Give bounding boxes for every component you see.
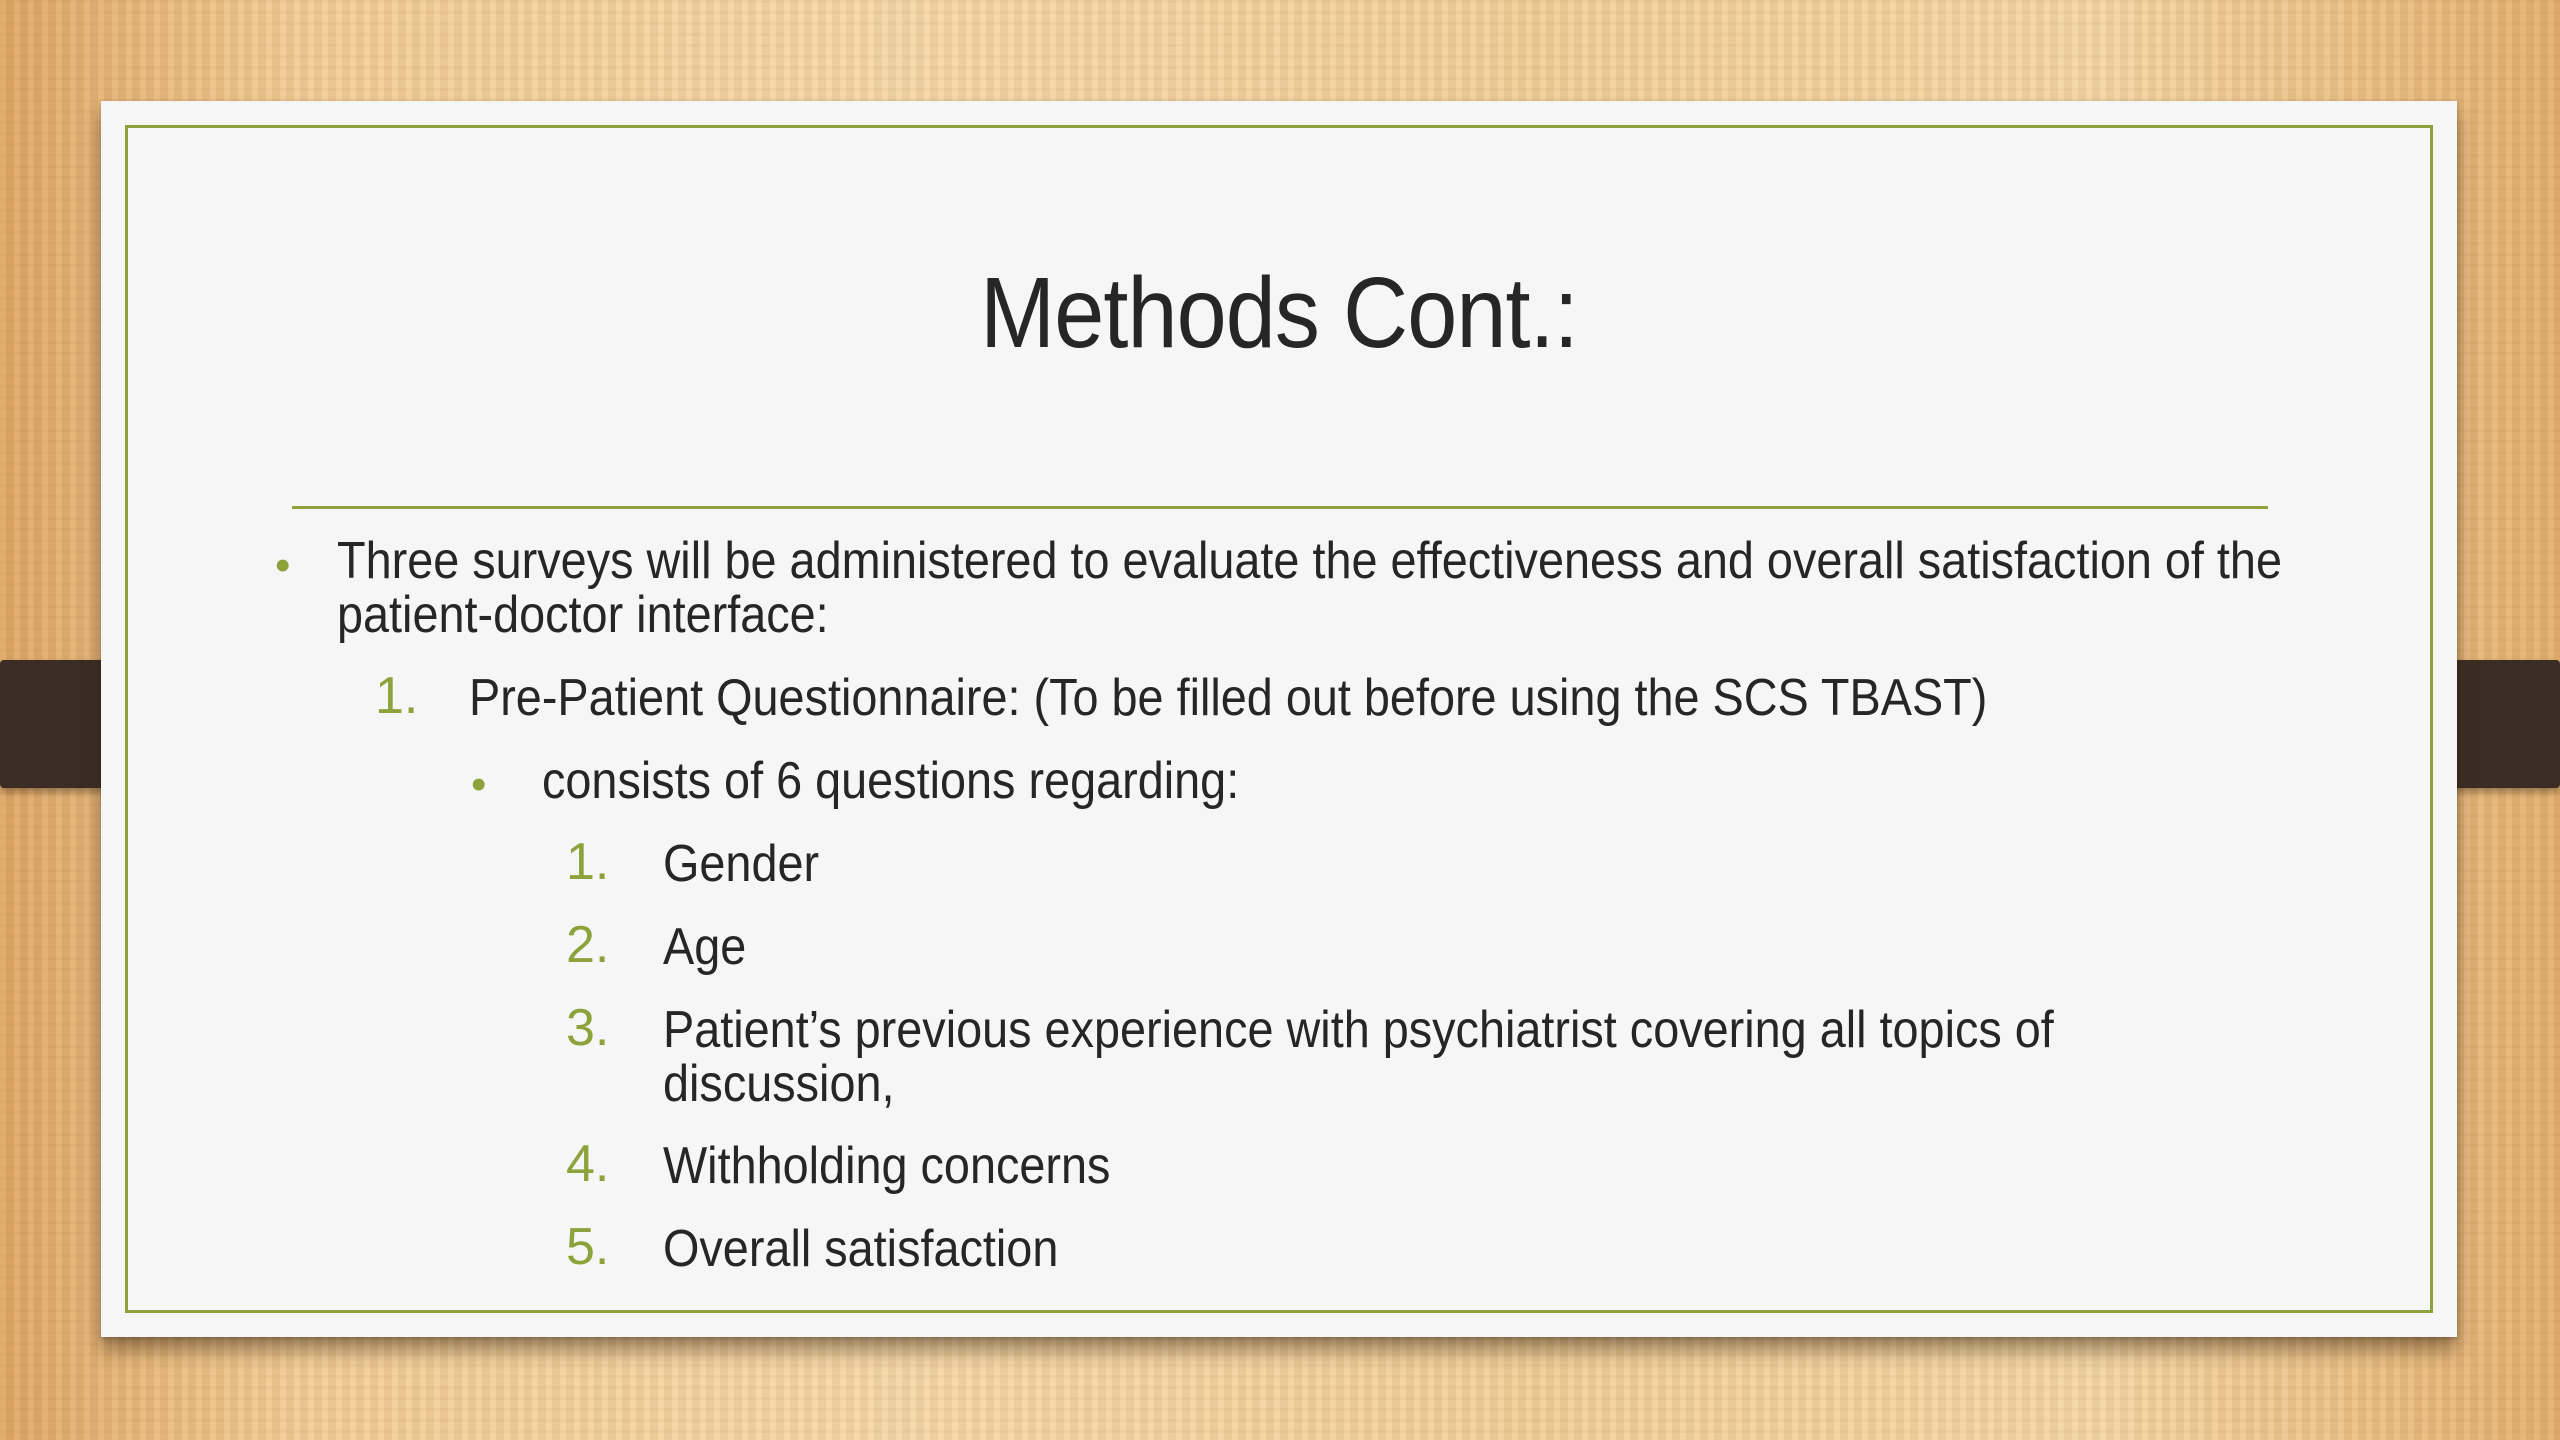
list-item-text-line1: Patient’s previous experience with psychiatrist covering all topics of [663, 1001, 2054, 1059]
bullet-text-line1: Three surveys will be administered to evaluate the effectiveness and overall satisfaction of the [337, 532, 2282, 590]
sub-bullet-text: consists of 6 questions regarding: [542, 752, 1240, 810]
list-item-text: Gender [663, 835, 820, 893]
list-item-marker: 3. [566, 999, 610, 1057]
list-item-text: Age [663, 918, 747, 976]
bullet-marker: • [275, 541, 291, 590]
numbered-text: Pre-Patient Questionnaire: (To be filled out before using the SCS TBAST) [469, 669, 1988, 727]
list-item-text-line2: discussion, [663, 1055, 895, 1113]
slide-title: Methods Cont.: [980, 257, 1578, 369]
slide [101, 101, 2457, 1337]
bullet-text-line2: patient-doctor interface: [337, 586, 829, 644]
list-item-text: Withholding concerns [663, 1137, 1111, 1195]
numbered-marker: 1. [375, 667, 419, 725]
sub-bullet-marker: • [471, 760, 487, 809]
list-item-text: Overall satisfaction [663, 1220, 1059, 1278]
list-item-marker: 4. [566, 1135, 610, 1193]
list-item-marker: 1. [566, 833, 610, 891]
slide-body [101, 101, 2457, 1337]
list-item-marker: 5. [566, 1218, 610, 1276]
list-item-marker: 2. [566, 916, 610, 974]
